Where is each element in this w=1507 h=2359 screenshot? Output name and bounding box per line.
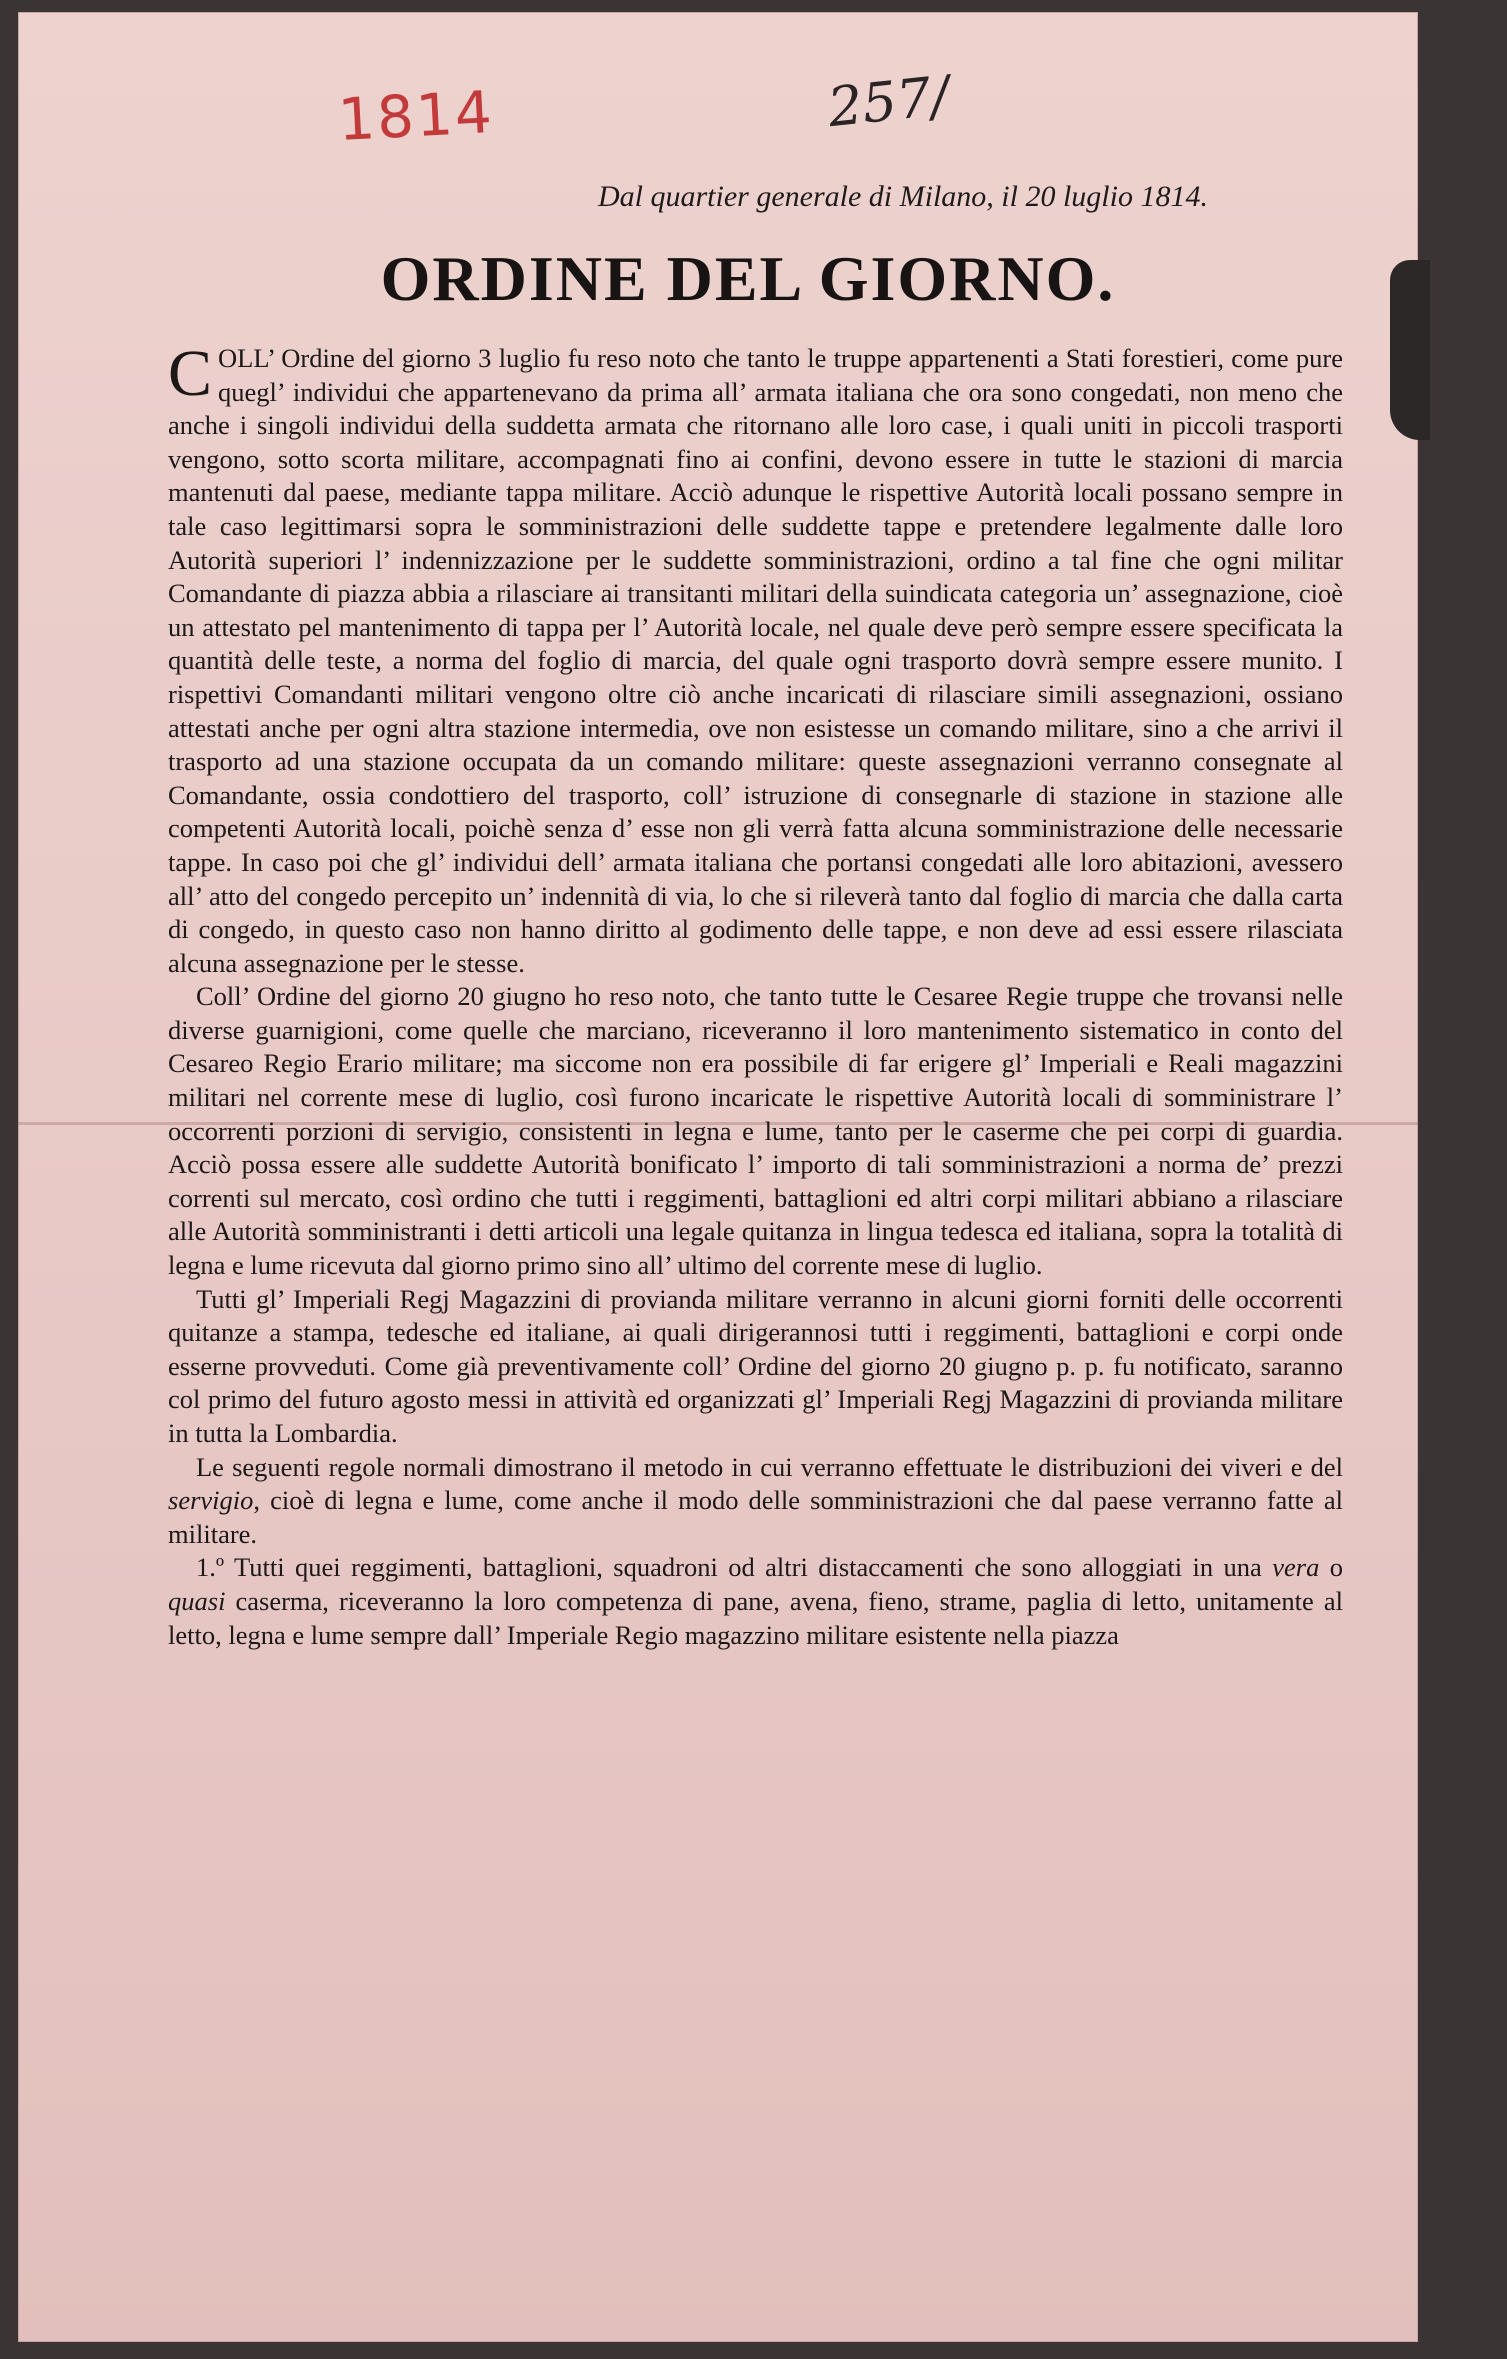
paragraph-5-text-c: caserma, riceveranno la loro competenza di pane, avena, fieno, strame, paglia di letto, unitamente al letto, legna e lume sempre dall’ Imperiale Regio magazzino militare esistente nella piazza: [168, 1585, 1343, 1650]
drop-cap: C: [168, 337, 213, 410]
handwritten-year-note: 1814: [336, 77, 496, 155]
paragraph-3: Tutti gl’ Imperiali Regj Magazzini di provianda militare verranno in alcuni giorni forniti delle occorrenti quitanze a stampa, tedesche ed italiane, ai quali dirigerannosi tutti i reggimenti, battaglioni e corpi onde esserne provveduti. Come già preventivamente coll’ Ordine del giorno 20 giugno p. p. fu notificato, saranno col primo del futuro agosto messi in attività ed organizzati gl’ Imperiali Regj Magazzini di provianda militare in tutta la Lombardia.: [168, 1283, 1343, 1448]
paragraph-1: [168, 337, 1343, 980]
document-title: ORDINE DEL GIORNO.: [380, 243, 1116, 314]
paragraph-2: Coll’ Ordine del giorno 20 giugno ho reso noto, che tanto tutte le Cesaree Regie truppe che trovansi nelle diverse guarnigioni, come quelle che marciano, riceveranno il loro mantenimento sistematico in conto del Cesareo Regio Erario militare; ma siccome non era possibile di far erigere gl’ Imperiali e Reali magazzini militari nel corrente mese di luglio, così furono incaricate le rispettive Autorità locali di somministrare l’ occorrenti porzioni di servigio, consistenti in legna e lume, tanto per le caserme che pei corpi di guardia. Acciò possa essere alle suddette Autorità bonificato l’ importo di tali somministrazioni a norma de’ prezzi correnti sul mercato, così ordino che tutti i reggimenti, battaglioni ed altri corpi militari abbiano a rilasciare alle Autorità somministranti i detti articoli una legale quitanza in lingua tedesca ed italiana, sopra la totalità di legna e lume ricevuta dal giorno primo sino all’ ultimo del corrente mese di luglio.: [168, 981, 1343, 1281]
paragraph-5: [168, 1551, 1343, 1652]
paragraph-4-text-b: , cioè di legna e lume, come anche il modo delle somministrazioni che dal paese verranno fatte al militare.: [168, 1485, 1343, 1549]
paragraph-4-text-a: Le seguenti regole normali dimostrano il metodo in cui verranno effettuate le distribuzioni dei viveri e del: [196, 1451, 1343, 1482]
torn-paper-edge: [1390, 260, 1430, 440]
paragraph-5-text-a: 1.º Tutti quei reggimenti, battaglioni, squadroni od altri distaccamenti che sono alloggiati in una: [196, 1552, 1273, 1583]
paragraph-4-italic-servigio: servigio: [168, 1485, 254, 1516]
paragraph-5-text-b: o: [1319, 1552, 1343, 1583]
paragraph-5-italic-vera: vera: [1272, 1552, 1320, 1583]
document-body: [168, 337, 1343, 1652]
paragraph-1-text: OLL’ Ordine del giorno 3 luglio fu reso noto che tanto le truppe appartenenti a Stati forestieri, come pure quegl’ individui che appartenevano da prima all’ armata italiana che ora sono congedati, non meno che anche i singoli individui della suddetta armata che ritornano alle loro case, i quali uniti in piccoli trasporti vengono, sotto scorta militare, accompagnati fino ai confini, devono essere in tutte le stazioni di marcia mantenuti dal paese, mediante tappa militare. Acciò adunque le rispettive Autorità locali possano sempre in tale caso legittimarsi sopra le somministrazioni delle suddette tappe e pretendere legalmente dalle loro Autorità superiori l’ indennizzazione per le suddette somministrazioni, ordino a tal fine che ogni militar Comandante di piazza abbia a rilasciare ai transitanti militari della suindicata categoria un’ assegnazione, cioè un attestato pel mantenimento di tappa per l’ Autorità locale, nel quale deve però sempre essere specificata la quantità delle teste, a norma del foglio di marcia, del quale ogni trasporto dovrà sempre essere munito. I rispettivi Comandanti militari vengono oltre ciò anche incaricati di rilasciare simili assegnazioni, ossiano attestati anche per ogni altra stazione intermedia, ove non esistesse un comando militare, sino a che arrivi il trasporto ad una stazione occupata da un comando militare: queste assegnazioni verranno consegnate al Comandante, ossia condottiero del trasporto, coll’ istruzione di consegnarle di stazione in stazione alle competenti Autorità locali, poichè senza d’ esse non gli verrà fatta alcuna somministrazione delle necessarie tappe. In caso poi che gl’ individui dell’ armata italiana che portansi congedati alle loro abitazioni, avessero all’ atto del congedo percepito un’ indennità di via, lo che si rileverà tanto dal foglio di marcia che dalla carta di congedo, in questo caso non hanno diritto al godimento delle tappe, e non deve ad essi essere rilasciata alcuna assegnazione per le stesse.: [168, 343, 1343, 978]
paragraph-4: [168, 1451, 1343, 1552]
handwritten-archive-number: 257/: [825, 63, 953, 140]
document-sheet: [18, 12, 1418, 2342]
dateline: Dal quartier generale di Milano, il 20 luglio 1814.: [598, 180, 1208, 213]
paragraph-5-italic-quasi: quasi: [168, 1585, 226, 1616]
